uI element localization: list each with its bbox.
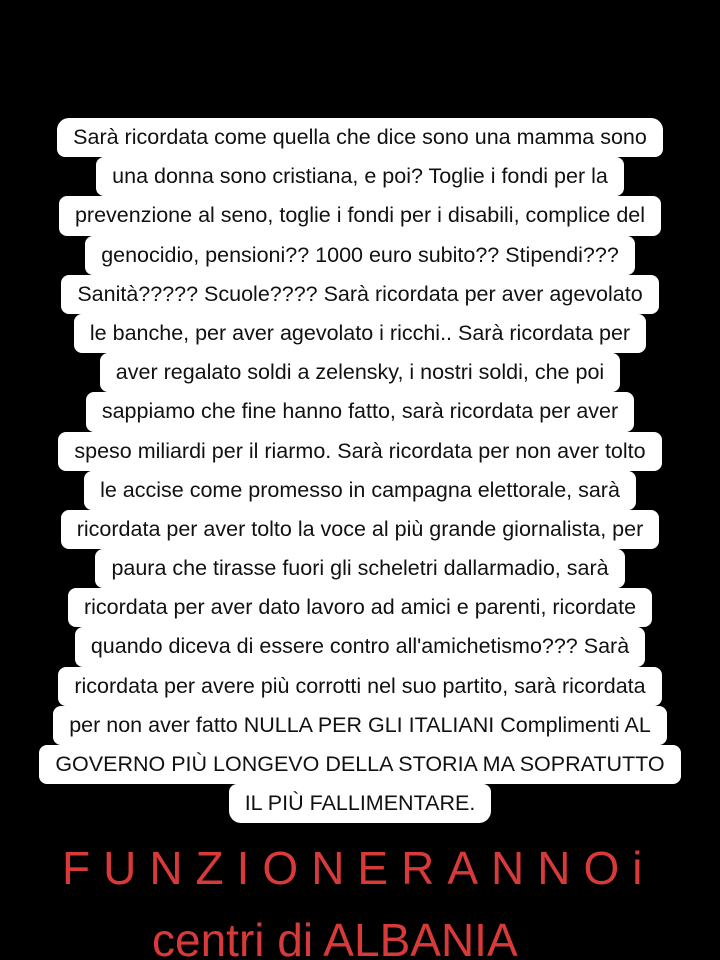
caption-line: le banche, per aver agevolato i ricchi.. Sarà ricordata per	[74, 314, 646, 353]
caption-text-block	[0, 118, 720, 823]
caption-line: prevenzione al seno, toglie i fondi per i disabili, complice del	[59, 196, 661, 235]
caption-line: genocidio, pensioni?? 1000 euro subito?? Stipendi???	[85, 236, 635, 275]
caption-line: speso miliardi per il riarmo. Sarà ricordata per non aver tolto	[58, 432, 661, 471]
caption-line: ricordata per avere più corrotti nel suo partito, sarà ricordata	[58, 667, 661, 706]
caption-line: aver regalato soldi a zelensky, i nostri soldi, che poi	[100, 353, 620, 392]
caption-line: una donna sono cristiana, e poi? Toglie i fondi per la	[96, 157, 624, 196]
caption-line: Sanità????? Scuole???? Sarà ricordata per aver agevolato	[61, 275, 658, 314]
caption-line: per non aver fatto NULLA PER GLI ITALIANI Complimenti AL	[53, 706, 667, 745]
overlay-text-line-1: FUNZIONERANNOi	[62, 842, 656, 894]
caption-line: GOVERNO PIÙ LONGEVO DELLA STORIA MA SOPRATUTTO	[39, 745, 680, 784]
overlay-text-line-2: centri di ALBANIA	[152, 914, 518, 960]
caption-line: Sarà ricordata come quella che dice sono una mamma sono	[57, 118, 663, 157]
caption-line: IL PIÙ FALLIMENTARE.	[229, 784, 492, 823]
caption-line: paura che tirasse fuori gli scheletri dallarmadio, sarà	[95, 549, 624, 588]
caption-line: quando diceva di essere contro all'amichetismo??? Sarà	[75, 627, 645, 666]
caption-line: le accise come promesso in campagna elettorale, sarà	[84, 471, 636, 510]
caption-line: ricordata per aver dato lavoro ad amici e parenti, ricordate	[68, 588, 652, 627]
caption-line: sappiamo che fine hanno fatto, sarà ricordata per aver	[86, 392, 634, 431]
caption-line: ricordata per aver tolto la voce al più grande giornalista, per	[61, 510, 660, 549]
